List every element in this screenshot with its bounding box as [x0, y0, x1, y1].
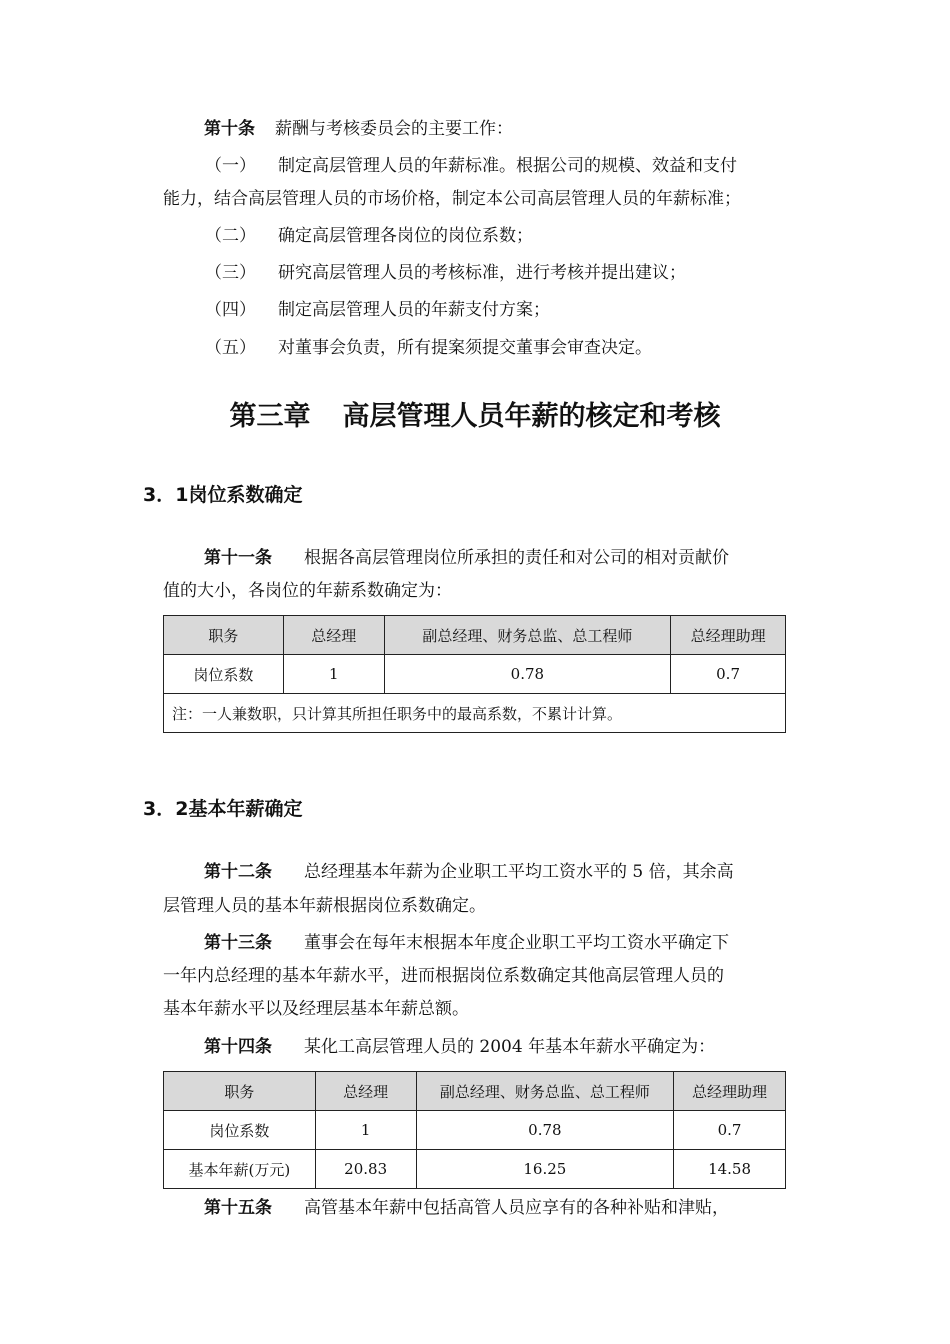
article-14-text: 某化工高层管理人员的 2004 年基本年薪水平确定为： [304, 1037, 716, 1057]
item-number: （三） [205, 263, 256, 283]
item-number: （五） [205, 338, 256, 358]
table-cell: 岗位系数 [164, 655, 284, 694]
table-cell: 0.7 [674, 1111, 786, 1150]
table-row [164, 1150, 786, 1189]
item-text: 研究高层管理人员的考核标准，进行考核并提出建议； [278, 263, 686, 283]
article-13 [163, 927, 808, 959]
article-12-continued: 层管理人员的基本年薪根据岗位系数确定。 [163, 896, 486, 916]
article-10-item-4 [205, 294, 550, 326]
item-number: （四） [205, 300, 256, 320]
item-text: 确定高层管理各岗位的岗位系数； [278, 226, 533, 246]
table-cell: 0.78 [384, 655, 671, 694]
article-10-item-2 [205, 220, 533, 252]
article-14 [163, 1031, 808, 1063]
article-10-heading [163, 113, 808, 145]
base-salary-table [163, 1071, 786, 1189]
article-13-lead: 第十三条 [204, 933, 272, 953]
article-12 [163, 856, 808, 888]
table-cell: 14.58 [674, 1150, 786, 1189]
article-15 [163, 1192, 808, 1224]
item-text: 制定高层管理人员的年薪支付方案； [278, 300, 550, 320]
article-12-lead: 第十二条 [204, 862, 272, 882]
article-15-text: 高管基本年薪中包括高管人员应享有的各种补贴和津贴， [304, 1198, 729, 1218]
position-coefficient-table [163, 615, 786, 733]
table-header-cell: 副总经理、财务总监、总工程师 [384, 616, 671, 655]
table-cell: 16.25 [416, 1150, 674, 1189]
table-cell: 0.7 [671, 655, 786, 694]
table-cell: 0.78 [416, 1111, 674, 1150]
article-14-lead: 第十四条 [204, 1037, 272, 1057]
table-cell: 1 [283, 655, 384, 694]
table-header-row [164, 1072, 786, 1111]
article-10-item-1-continued: 能力，结合高层管理人员的市场价格，制定本公司高层管理人员的年薪标准； [163, 189, 741, 209]
table-cell: 1 [315, 1111, 416, 1150]
article-11-lead: 第十一条 [204, 548, 272, 568]
section-3-1-heading: 3．1岗位系数确定 [143, 484, 303, 506]
table-cell: 基本年薪(万元) [164, 1150, 316, 1189]
section-3-2-heading: 3．2基本年薪确定 [143, 798, 303, 820]
article-10-lead: 第十条 [204, 119, 255, 139]
chapter-title: 高层管理人员年薪的核定和考核 [342, 401, 721, 432]
article-15-lead: 第十五条 [204, 1198, 272, 1218]
article-11 [163, 542, 808, 574]
table-row [164, 655, 786, 694]
chapter-number: 第三章 [229, 401, 311, 432]
item-text: 制定高层管理人员的年薪标准。根据公司的规模、效益和支付 [278, 156, 737, 176]
table-row [164, 1111, 786, 1150]
table-header-cell: 总经理 [315, 1072, 416, 1111]
article-10-text: 薪酬与考核委员会的主要工作： [275, 119, 513, 139]
table-cell: 20.83 [315, 1150, 416, 1189]
item-number: （二） [205, 226, 256, 246]
article-10-item-1 [205, 150, 737, 182]
article-13-text: 董事会在每年末根据本年度企业职工平均工资水平确定下 [304, 933, 729, 953]
article-10-item-5 [205, 332, 652, 364]
article-10-item-3 [205, 257, 686, 289]
table-header-cell: 总经理 [283, 616, 384, 655]
article-12-text: 总经理基本年薪为企业职工平均工资水平的 5 倍，其余高 [304, 862, 734, 882]
table-header-cell: 职务 [164, 616, 284, 655]
table-note-row [164, 694, 786, 733]
table-header-row [164, 616, 786, 655]
item-number: （一） [205, 156, 256, 176]
chapter-heading [0, 394, 950, 433]
article-11-continued: 值的大小，各岗位的年薪系数确定为： [163, 581, 452, 601]
table-header-cell: 总经理助理 [671, 616, 786, 655]
table-header-cell: 职务 [164, 1072, 316, 1111]
table-header-cell: 副总经理、财务总监、总工程师 [416, 1072, 674, 1111]
item-text: 对董事会负责，所有提案须提交董事会审查决定。 [278, 338, 652, 358]
article-13-continued-1: 一年内总经理的基本年薪水平，进而根据岗位系数确定其他高层管理人员的 [163, 966, 724, 986]
table-note: 注：一人兼数职，只计算其所担任职务中的最高系数，不累计计算。 [164, 694, 786, 733]
table-header-cell: 总经理助理 [674, 1072, 786, 1111]
table-cell: 岗位系数 [164, 1111, 316, 1150]
article-13-continued-2: 基本年薪水平以及经理层基本年薪总额。 [163, 999, 469, 1019]
article-11-text: 根据各高层管理岗位所承担的责任和对公司的相对贡献价 [304, 548, 729, 568]
